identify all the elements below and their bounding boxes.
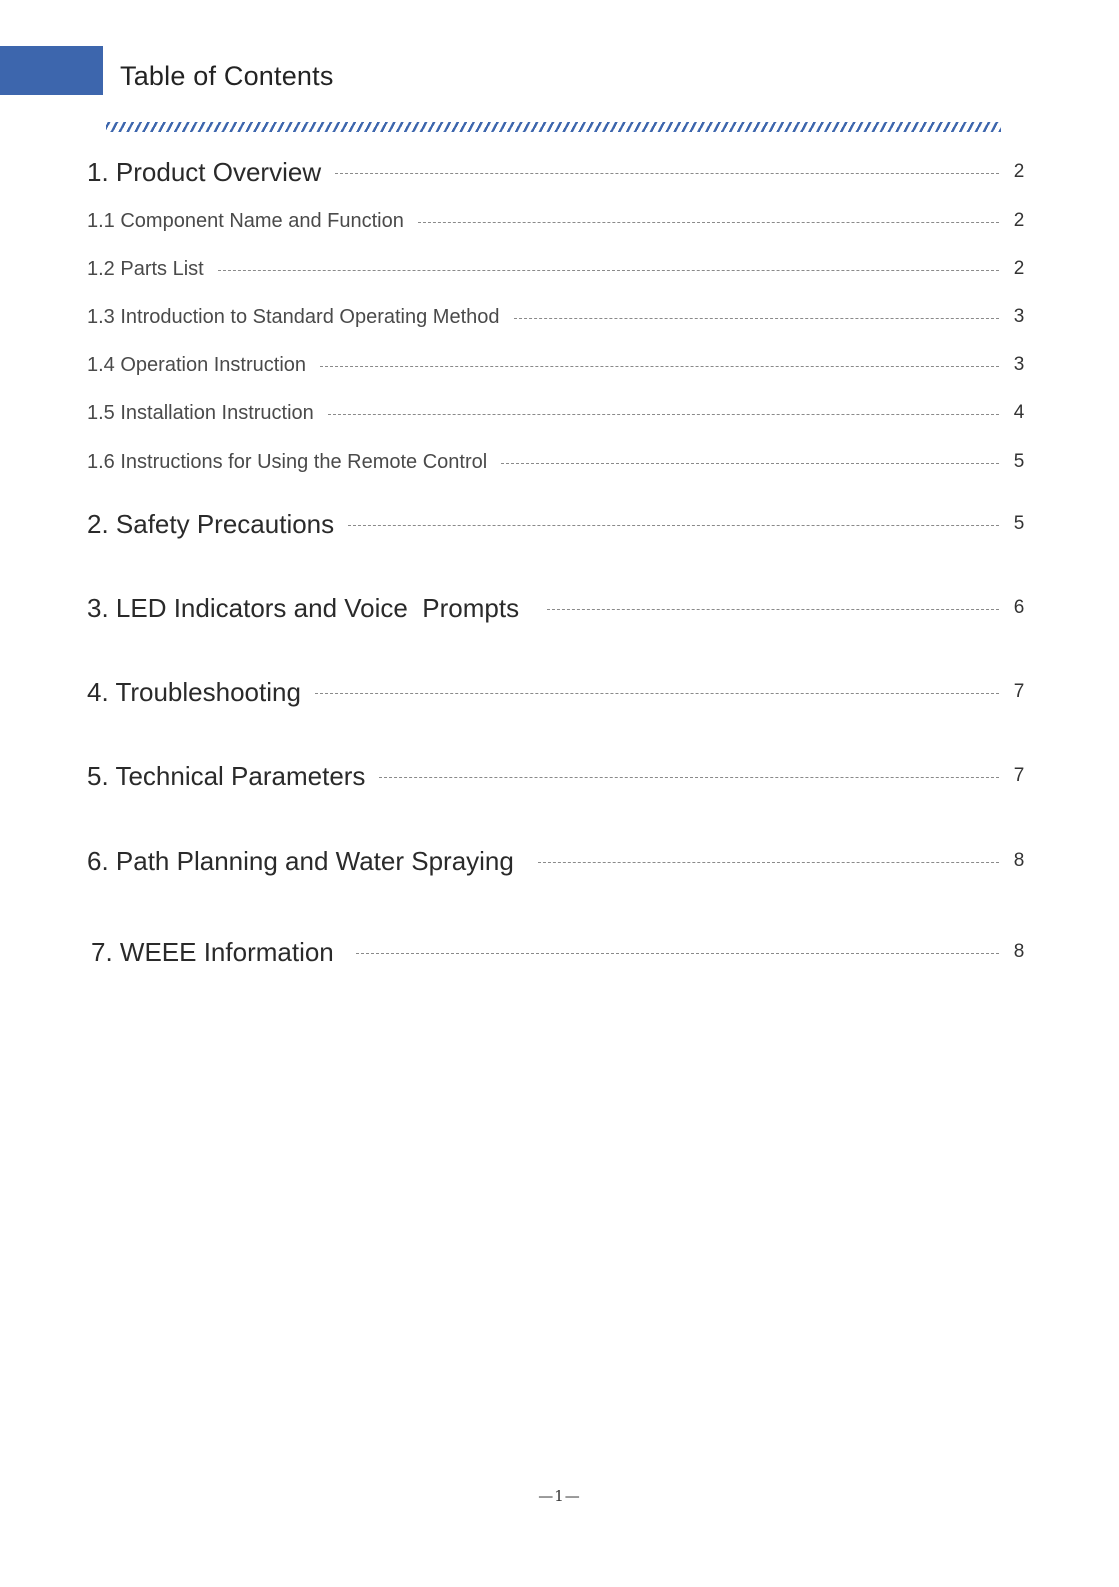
toc-entry-label: 1.5 Installation Instruction — [87, 401, 314, 424]
toc-entry-product-overview[interactable] — [87, 154, 1027, 190]
dotted-leader — [379, 777, 999, 778]
toc-entry-page-number: 6 — [1013, 597, 1025, 618]
toc-entry-page-number: 5 — [1013, 513, 1025, 534]
toc-entry-label: 3. LED Indicators and Voice Prompts — [87, 592, 520, 623]
toc-entry-technical-parameters[interactable] — [87, 758, 1027, 794]
toc-entry-page-number: 3 — [1013, 354, 1025, 375]
toc-entry-label: 1.4 Operation Instruction — [87, 353, 307, 376]
dotted-leader — [315, 693, 999, 694]
toc-entry-label: 1.3 Introduction to Standard Operating Method — [87, 305, 500, 328]
toc-entry-page-number: 2 — [1013, 210, 1025, 231]
toc-entry-remote-control[interactable] — [87, 444, 1027, 480]
toc-entry-label: 1.2 Parts List — [87, 257, 204, 280]
toc-entry-page-number: 2 — [1013, 258, 1025, 279]
page-number-footer: —1— — [538, 1487, 581, 1505]
toc-entry-installation-instruction[interactable] — [87, 395, 1027, 431]
dotted-leader — [218, 270, 999, 271]
toc-entry-page-number: 4 — [1013, 402, 1025, 423]
toc-entry-label: 1.1 Component Name and Function — [87, 209, 404, 232]
dotted-leader — [538, 862, 999, 863]
toc-entry-page-number: 5 — [1013, 451, 1025, 472]
dotted-leader — [335, 173, 999, 174]
toc-entry-label: 6. Path Planning and Water Spraying — [87, 845, 514, 876]
dotted-leader — [348, 525, 999, 526]
toc-entry-page-number: 2 — [1013, 161, 1025, 182]
toc-entry-label: 2. Safety Precautions — [87, 508, 335, 539]
toc-entry-parts-list[interactable] — [87, 251, 1027, 287]
dotted-leader — [320, 366, 999, 367]
dotted-leader — [501, 463, 999, 464]
toc-entry-led-indicators[interactable] — [87, 590, 1027, 626]
toc-entry-label: 1.6 Instructions for Using the Remote Control — [87, 450, 488, 473]
dotted-leader — [514, 318, 1000, 319]
dotted-leader — [356, 953, 999, 954]
toc-entry-label: 5. Technical Parameters — [87, 760, 366, 791]
toc-entry-operation-instruction[interactable] — [87, 347, 1027, 383]
toc-entry-page-number: 3 — [1013, 306, 1025, 327]
toc-entry-weee-information[interactable] — [91, 934, 1027, 970]
toc-entry-component-name-and-function[interactable] — [87, 203, 1027, 239]
page-title: Table of Contents — [120, 61, 334, 91]
toc-entry-page-number: 7 — [1013, 765, 1025, 786]
dotted-leader — [418, 222, 999, 223]
toc-entry-page-number: 7 — [1013, 681, 1025, 702]
toc-entry-page-number: 8 — [1013, 850, 1025, 871]
toc-entry-page-number: 8 — [1013, 941, 1025, 962]
toc-entry-troubleshooting[interactable] — [87, 674, 1027, 710]
toc-entry-standard-operating-method[interactable] — [87, 299, 1027, 335]
dotted-leader — [547, 609, 999, 610]
toc-entry-safety-precautions[interactable] — [87, 506, 1027, 542]
dotted-leader — [328, 414, 999, 415]
toc-entry-path-planning[interactable] — [87, 843, 1027, 879]
toc-entry-label: 4. Troubleshooting — [87, 676, 301, 707]
toc-entry-label: 1. Product Overview — [87, 156, 322, 187]
toc-entry-label: 7. WEEE Information — [91, 936, 334, 967]
